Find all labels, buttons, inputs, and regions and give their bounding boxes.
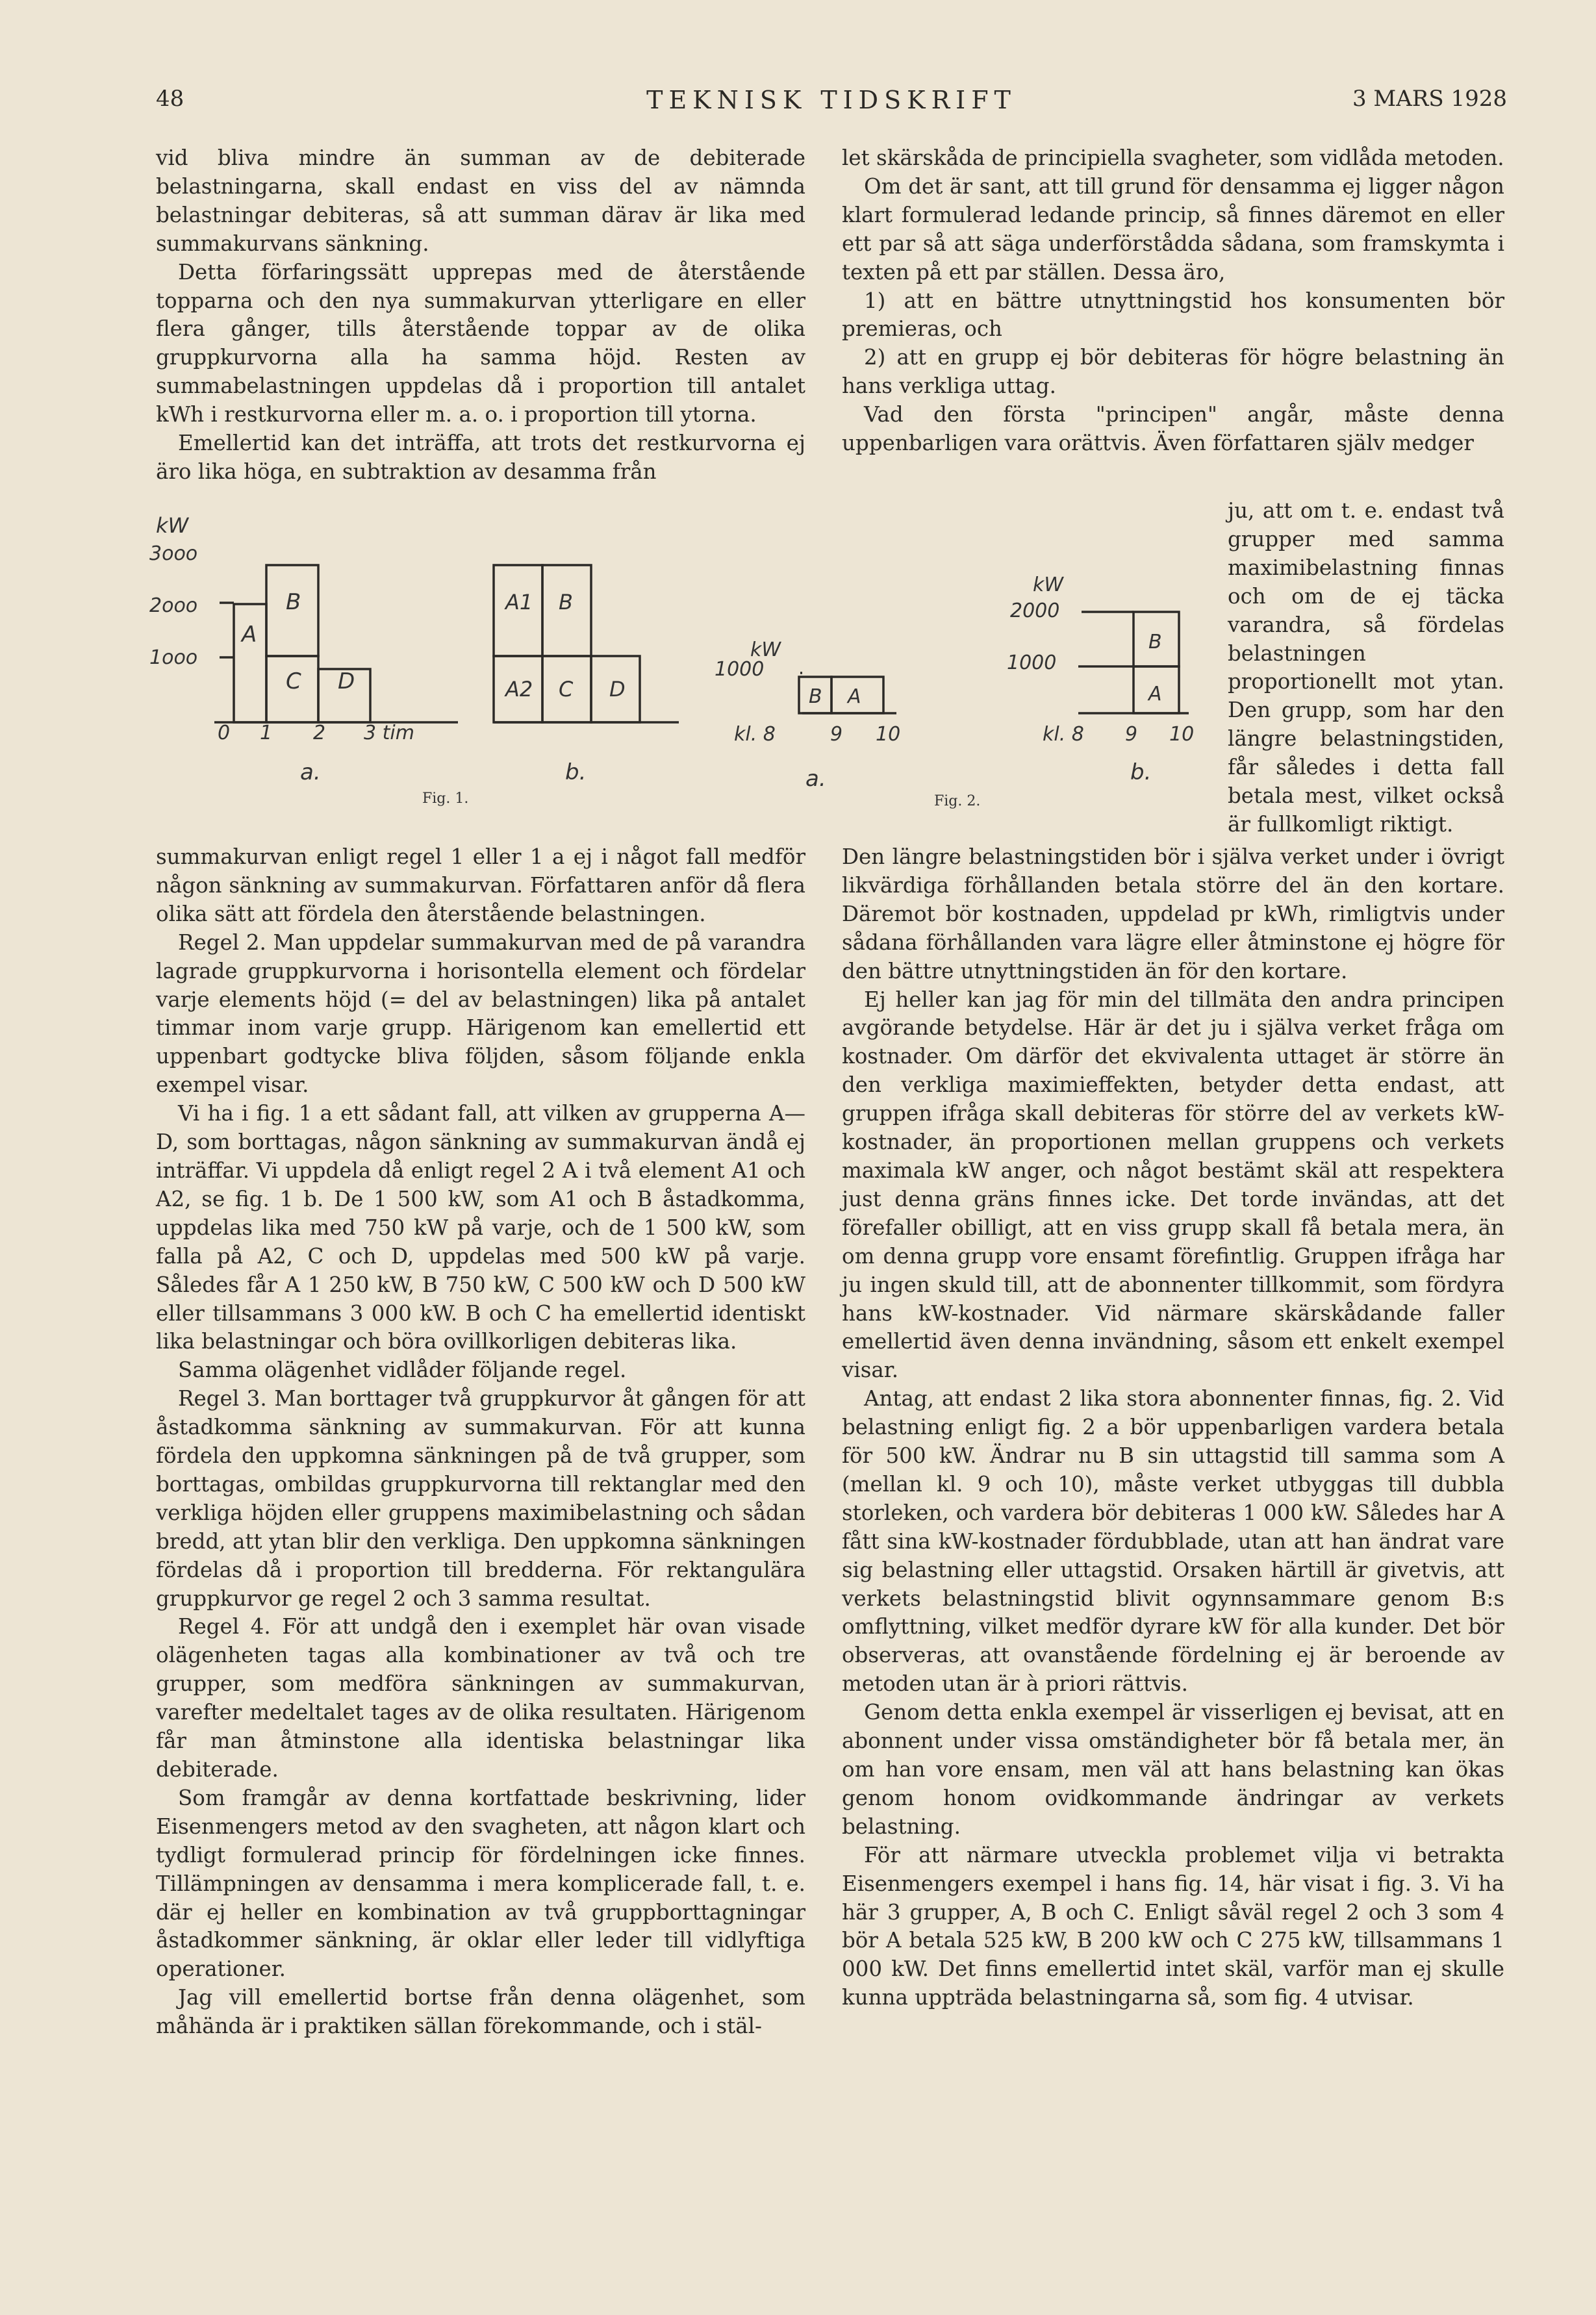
- right-column-bottom: [842, 843, 1504, 2012]
- paragraph: vid bliva mindre än summan av de debiterade belastningarna, skall endast en viss del av nämnda belastningar debiteras, så att summan därav är lika med summakurvans sänkning.: [156, 145, 805, 256]
- fig2b-label-A: A: [1148, 683, 1162, 705]
- running-header: [156, 86, 1507, 125]
- fig2-caption: Fig. 2.: [934, 793, 981, 809]
- figure-2: [708, 565, 1228, 812]
- fig1a-xtick-0: 0: [218, 722, 231, 744]
- fig2b-ytick-1000: 1000: [1007, 651, 1057, 674]
- fig1a-label-B: B: [286, 589, 301, 615]
- fig1a-label-A: A: [242, 622, 257, 648]
- fig2a-sublabel: a.: [805, 766, 826, 792]
- fig2b-label-B: B: [1148, 631, 1162, 653]
- paragraph: ju, att om t. e. endast två grupper med samma maximibelastning finnas och om de ej täcka varandra, så fördelas belastningen proportionellt mot ytan. Den grupp, som har den längre belastningstiden, får således i detta fall betala mest, vilket också är fullkomligt riktigt.: [1228, 498, 1504, 837]
- paragraph: Genom detta enkla exempel är visserligen ej bevisat, att en abonnent under vissa omständigheter bör få betala mer, än om han vore ensam, men väl att hans belastning kan ökas genom honom ovidkommande ändringar av verkets belastning.: [842, 1700, 1504, 1839]
- left-column-top: [156, 144, 805, 487]
- fig2b-unit-label: kW: [1033, 574, 1064, 596]
- fig2b-xtick-9: 9: [1125, 723, 1138, 746]
- fig1b-label-D: D: [609, 677, 626, 702]
- fig2b-ytick-2000: 2000: [1010, 600, 1060, 622]
- fig1b-label-A2: A2: [505, 677, 533, 702]
- fig2a-xtick-9: 9: [830, 723, 843, 746]
- paragraph: Vi ha i fig. 1 a ett sådant fall, att vilken av grupperna A—D, som borttagas, någon sänkning av summakurvan ändå ej inträffar. Vi uppdela då enligt regel 2 A i två element A1 och A2, se fig. 1 b. De 1 500 kW, som A1 och B åstadkomma, uppdelas lika med 750 kW på varje, och de 1 500 kW, som falla på A2, C och D, uppdelas med 500 kW på varje. Således får A 1 250 kW, B 750 kW, C 500 kW och D 500 kW eller tillsammans 3 000 kW. B och C ha emellertid identiskt lika belastningar och böra ovillkorligen debiteras lika.: [156, 1101, 805, 1354]
- fig2a-label-A: A: [848, 685, 861, 708]
- right-column-side: [1228, 497, 1504, 839]
- fig1a-ytick-2000: 2ooo: [149, 594, 198, 617]
- fig2a-unit-label: kW: [750, 639, 781, 661]
- left-column-bottom: [156, 843, 805, 2041]
- fig1a-xtick-1: 1: [260, 722, 273, 744]
- fig1a-label-D: D: [338, 668, 355, 694]
- page-number: 48: [156, 86, 184, 112]
- paragraph: Jag vill emellertid bortse från denna olägenhet, som måhända är i praktiken sällan förekommande, och i stäl-: [156, 1985, 805, 2039]
- paragraph: summakurvan enligt regel 1 eller 1 a ej i något fall medför någon sänkning av summakurvan. Författaren anför då flera olika sätt att fördela den återstående belastningen.: [156, 844, 805, 926]
- paragraph: Regel 4. För att undgå den i exemplet här ovan visade olägenheten tagas alla kombinationer av två och tre grupper, som medföra sänkningen av summakurvan, varefter medeltalet tages av de olika resultaten. Härigenom får man åtminstone alla identiska belastningar lika debiterade.: [156, 1614, 805, 1782]
- paragraph: Antag, att endast 2 lika stora abonnenter finnas, fig. 2. Vid belastning enligt fig. 2 a bör uppenbarligen vardera betala för 500 kW. Ändrar nu B sin uttagstid till samma som A (mellan kl. 9 och 10), måste verket utbyggas till dubbla storleken, och vardera bör debiteras 1 000 kW. Således har A fått sina kW-kostnader fördubblade, utan att han ändrat vare sig belastning eller uttagstid. Orsaken härtill är givetvis, att verkets belastningstid blivit ogynnsammare genom B:s omflyttning, vilket medför dyrare kW för alla kunder. Det bör observeras, att ovanstående fördelning ej är beroende av metoden utan är à priori rättvis.: [842, 1386, 1504, 1697]
- paragraph: Samma olägenhet vidlåder följande regel.: [178, 1358, 627, 1383]
- right-column-top: [842, 144, 1504, 458]
- fig1a-ytick-3000: 3ooo: [149, 542, 198, 565]
- fig2a-xtick-8: kl. 8: [734, 723, 776, 746]
- paragraph: Den längre belastningstiden bör i själva verket under i övrigt likvärdiga förhållanden betala större del än den kortare. Däremot bör kostnaden, uppdelad pr kWh, rimligtvis under sådana förhållanden vara lägre eller åtminstone ej högre för den bättre utnyttningstiden än för den kortare.: [842, 844, 1504, 983]
- fig1a-unit-label: kW: [156, 513, 189, 538]
- paragraph: Vad den första "principen" angår, måste denna uppenbarligen vara orättvis. Även författaren själv medger: [842, 402, 1504, 456]
- fig2b-sublabel: b.: [1130, 759, 1152, 785]
- fig1a-ytick-1000: 1ooo: [149, 646, 198, 669]
- fig2a-ytick-1000: 1000: [715, 658, 765, 681]
- paragraph: let skärskåda de principiella svagheter, som vidlåda metoden.: [842, 145, 1504, 170]
- fig1a-xtick-3: 3 tim: [364, 722, 414, 744]
- fig1b-sublabel: b.: [565, 759, 587, 785]
- fig1b-label-B: B: [559, 590, 573, 614]
- issue-date: 3 MARS 1928: [1352, 86, 1507, 112]
- fig1-caption: Fig. 1.: [422, 791, 469, 807]
- paragraph: För att närmare utveckla problemet vilja vi betrakta Eisenmengers exempel i hans fig. 14, här visat i fig. 3. Vi ha här 3 grupper, A, B och C. Enligt såväl regel 2 och 3 som 4 bör A betala 525 kW, B 200 kW och C 275 kW, tillsammans 1 000 kW. Det finns emellertid intet skäl, varför man ej skulle kunna uppträda belastningarna så, som fig. 4 utvisar.: [842, 1842, 1504, 2010]
- fig2a-xtick-10: 10: [876, 723, 901, 746]
- paragraph: Regel 2. Man uppdelar summakurvan med de på varandra lagrade gruppkurvorna i horisontella element och fördelar varje elements höjd (= del av belastningen) lika på antalet timmar inom varje grupp. Härigenom kan emellertid ett uppenbart godtycke bliva följden, såsom följande enkla exempel visar.: [156, 930, 805, 1098]
- paragraph: Emellertid kan det inträffa, att trots det restkurvorna ej äro lika höga, en subtraktion av desamma från: [156, 431, 805, 484]
- fig2b-xtick-10: 10: [1169, 723, 1195, 746]
- fig2a-label-B: B: [809, 685, 822, 708]
- paragraph: Som framgår av denna kortfattade beskrivning, lider Eisenmengers metod av den svagheten, att någon klart och tydligt formulerad princip för fördelningen icke finnes. Tillämpningen av densamma i mera komplicerade fall, t. e. där ej heller en kombination av två gruppborttagningar åstadkommer sänkning, är oklar eller leder till vidlyftiga operationer.: [156, 1785, 805, 1982]
- fig1b-label-C: C: [559, 677, 574, 702]
- fig1a-xtick-2: 2: [313, 722, 326, 744]
- paragraph: Regel 3. Man borttager två gruppkurvor åt gången för att åstadkomma sänkning av summakurvan. För att kunna fördela den uppkomna sänkningen på de två grupper, som borttagas, ombildas gruppkurvorna till rektanglar med den verkliga höjden eller gruppens maximibelastning och sådan bredd, att ytan blir den verkliga. Den uppkomna sänkningen fördelas då i proportion till bredderna. För rektangulära gruppkurvor ge regel 2 och 3 samma resultat.: [156, 1386, 805, 1611]
- paragraph: 2) att en grupp ej bör debiteras för högre belastning än hans verkliga uttag.: [842, 345, 1504, 399]
- paragraph: Om det är sant, att till grund för densamma ej ligger någon klart formulerad ledande princip, så finnes däremot en eller ett par så att säga underförstådda sådana, som framskymta i texten på ett par ställen. Dessa äro,: [842, 173, 1504, 285]
- fig2b-xtick-8: kl. 8: [1043, 723, 1084, 746]
- paragraph: Ej heller kan jag för min del tillmäta den andra principen avgörande betydelse. Här är det ju i själva verket fråga om kostnader. Om därför det ekvivalenta uttaget är större än den verkliga maximieffekten, betyder detta endast, att gruppen ifråga skall debiteras för större del av verkets kW-kostnader, än proportionen mellan gruppens och verkets maximala kW anger, och något bestämt skäl att respektera just denna gräns finnes icke. Det torde invändas, att det förefaller obilligt, att en viss grupp skall få betala mera, än om denna grupp vore ensamt förefintlig. Gruppen ifråga har ju ingen skuld till, att de abonnenter tillkommit, som fördyra hans kW-kostnader. Vid närmare skärskådande faller emellertid även denna invändning, såsom ett enkelt exempel visar.: [842, 987, 1504, 1383]
- paragraph: Detta förfaringssätt upprepas med de återstående topparna och den nya summakurvan ytterligare en eller flera gånger, tills återstående toppar av de olika gruppkurvorna alla ha samma höjd. Resten av summabelastningen uppdelas då i proportion till antalet kWh i restkurvorna eller m. a. o. i proportion till ytorna.: [156, 259, 805, 427]
- fig1a-label-C: C: [286, 668, 301, 694]
- paragraph: 1) att en bättre utnyttningstid hos konsumenten bör premieras, och: [842, 288, 1504, 342]
- journal-title: TEKNISK TIDSKRIFT: [646, 86, 1017, 114]
- fig1b-label-A1: A1: [505, 590, 533, 614]
- fig1a-sublabel: a.: [300, 759, 321, 785]
